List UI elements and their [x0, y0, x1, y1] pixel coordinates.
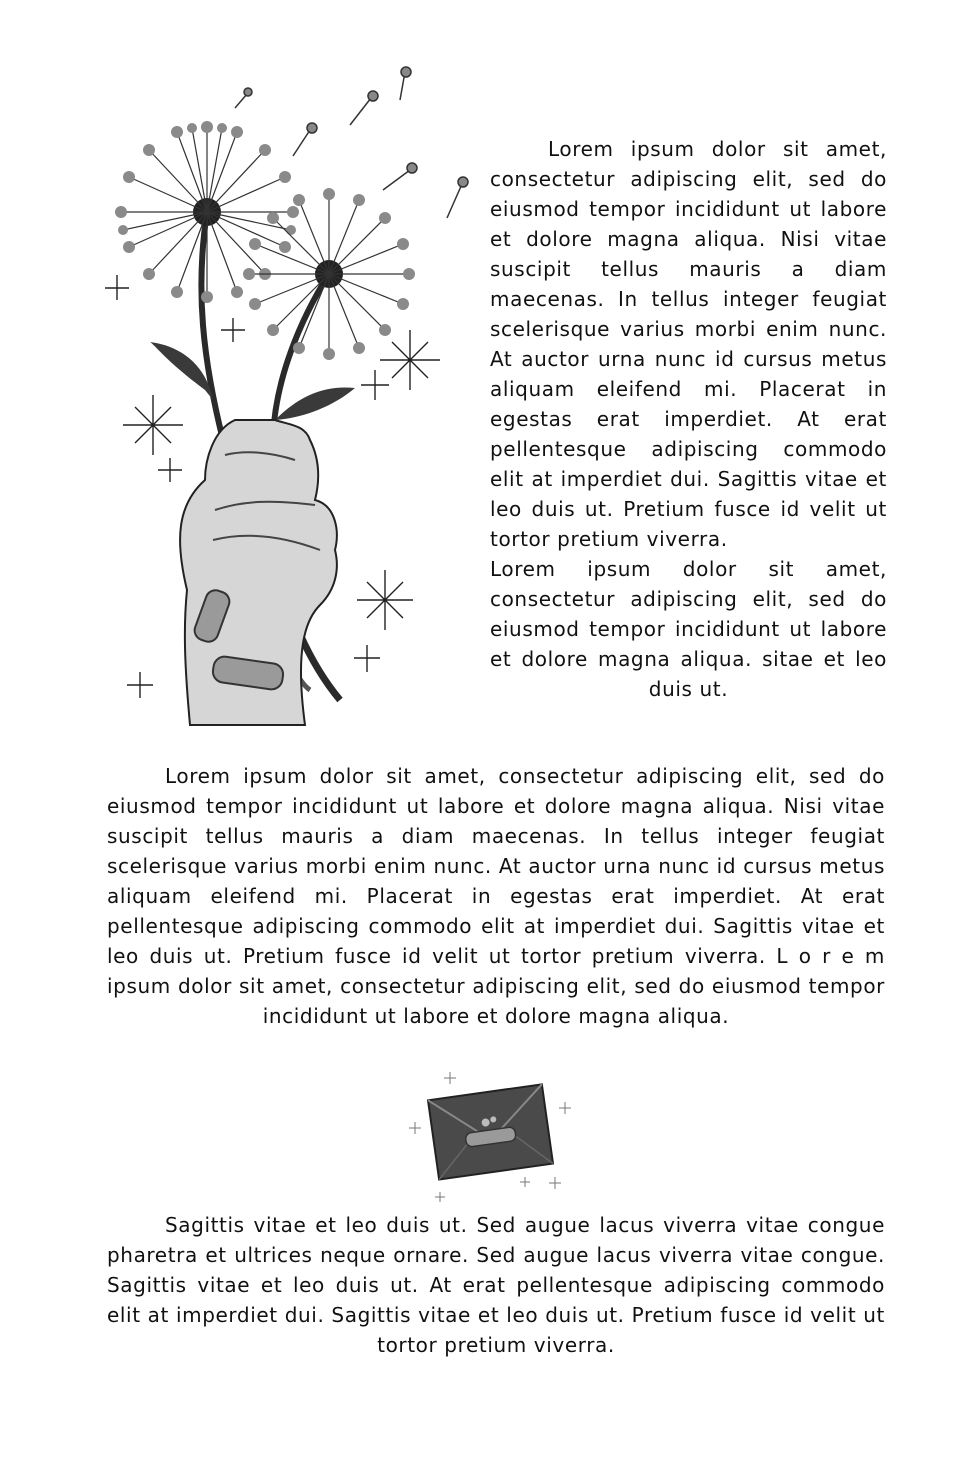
dandelion-head-right: [243, 188, 415, 360]
envelope-illustration: [395, 1062, 585, 1202]
body-paragraph-2: Sagittis vitae et leo duis ut. Sed augue lacus viverra vitae congue pharetra et ultrices neque ornare. Sed augue lacus viverra vitae congue. Sagittis vitae et leo duis ut. At erat pellentesque adipiscing commodo elit at imperdiet dui. Sagittis vitae et leo duis ut. Pretium fusce id velit ut tortor pretium viverra.: [107, 1213, 885, 1357]
body-paragraph-1: Lorem ipsum dolor sit amet, consectetur adipiscing elit, sed do eiusmod tempor incididunt ut labore et dolore magna aliqua. Nisi vitae suscipit tellus mauris a diam maecenas. In tellus integer feugiat scelerisque varius morbi enim nunc. At auctor urna nunc id cursus metus aliquam eleifend mi. Placerat in egestas erat imperdiet. At erat pellentesque adipiscing commodo elit at imperdiet dui. Sagittis vitae et leo duis ut. Pretium fusce id velit ut tortor pretium viverra. L o r e m ipsum dolor sit amet, consectetur adipiscing elit, sed do eiusmod tempor incididunt ut labore et dolore magna aliqua.: [107, 764, 885, 1028]
right-column-text: [490, 134, 887, 704]
body-section-1: [107, 761, 885, 1031]
dandelion-head-left: [115, 121, 299, 303]
right-column-paragraph-2: Lorem ipsum dolor sit amet, consectetur adipiscing elit, sed do eiusmod tempor incididunt ut labore et dolore magna aliqua. sitae et leo duis ut.: [490, 557, 887, 701]
dandelion-hand-illustration: [95, 60, 475, 750]
hand-drawing: [180, 420, 337, 725]
body-section-2: [107, 1210, 885, 1360]
right-column-paragraph-1: Lorem ipsum dolor sit amet, consectetur adipiscing elit, sed do eiusmod tempor incididunt ut labore et dolore magna aliqua. Nisi vitae suscipit tellus mauris a diam maecenas. In tellus integer feugiat scelerisque varius morbi enim nunc. At auctor urna nunc id cursus metus aliquam eleifend mi. Placerat in egestas erat imperdiet. At erat pellentesque adipiscing commodo elit at imperdiet dui. Sagittis vitae et leo duis ut. Pretium fusce id velit ut tortor pretium viverra.: [490, 137, 887, 551]
